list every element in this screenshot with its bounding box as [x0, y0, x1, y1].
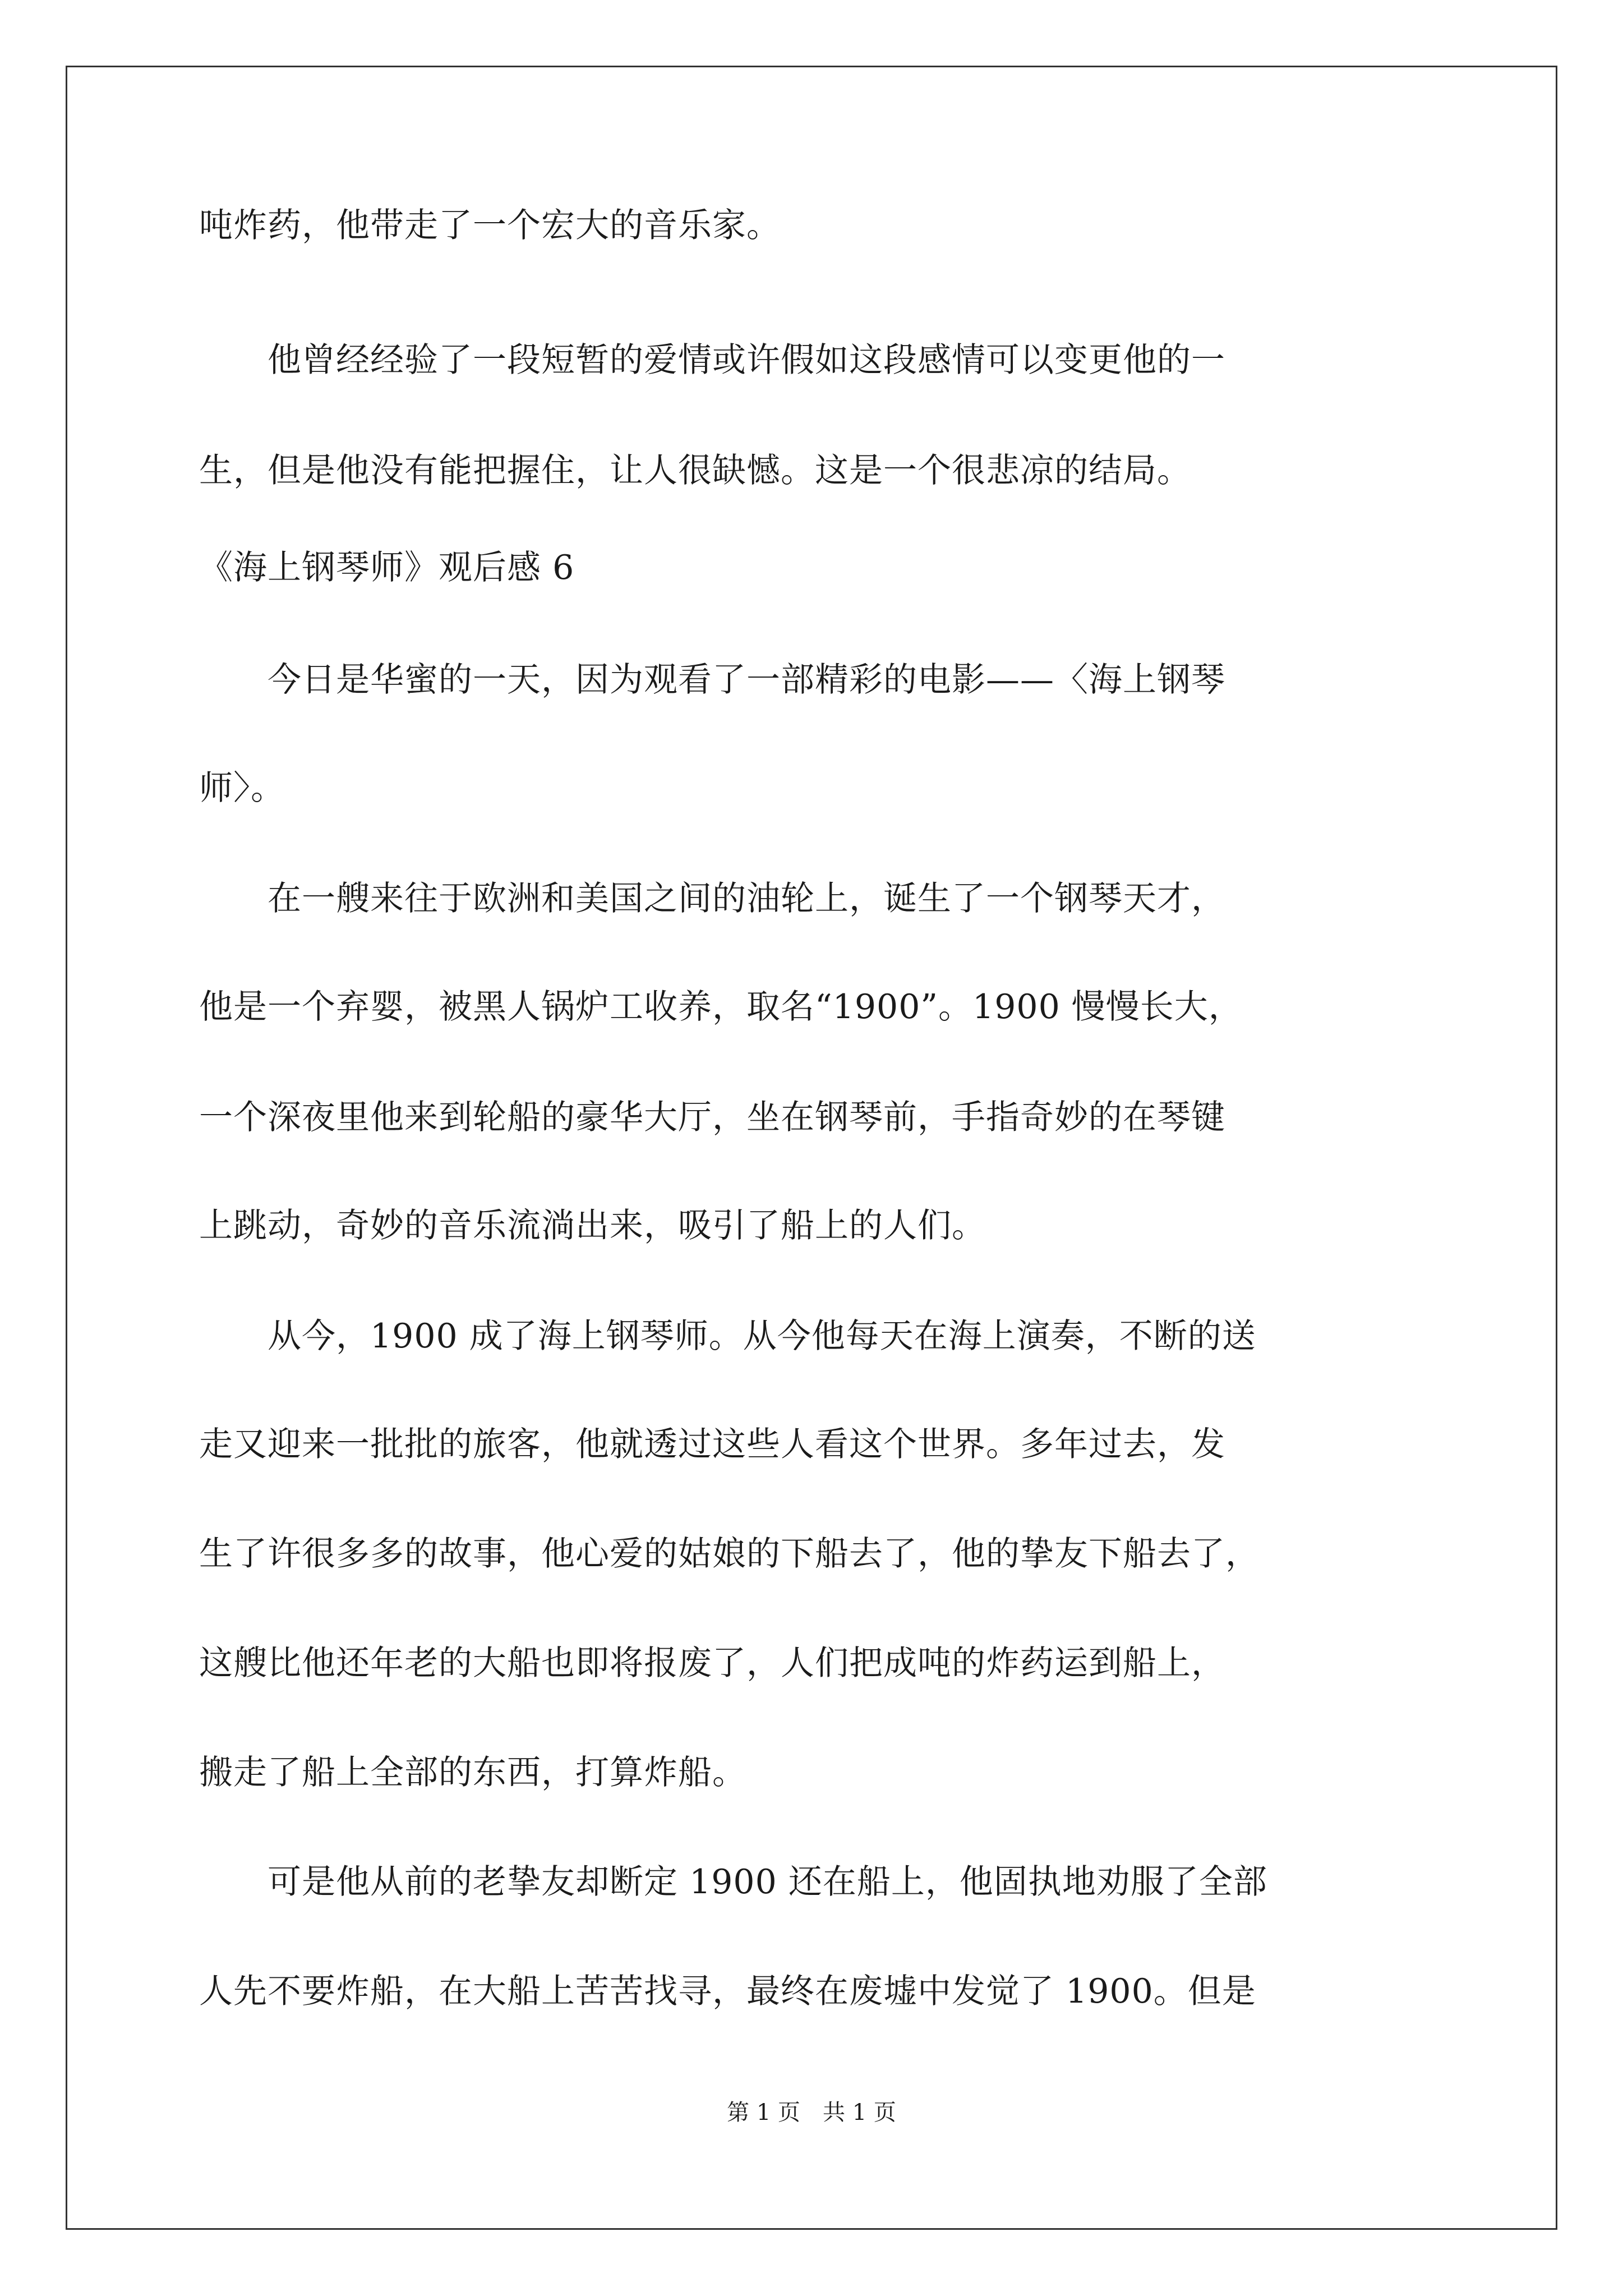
text-line: 搬走了船上全部的东西，打算炸船。 — [199, 1753, 746, 1792]
text-line: 生了许很多多的故事，他心爱的姑娘的下船去了，他的挚友下船去了， — [199, 1534, 1260, 1573]
text-line: 他是一个弃婴，被黑人锅炉工收养，取名“1900”。1900 慢慢长大， — [199, 987, 1243, 1027]
text-line: 这艘比他还年老的大船也即将报废了，人们把成吨的炸药运到船上， — [199, 1644, 1225, 1683]
text-line: 他曾经经验了一段短暂的爱情或许假如这段感情可以变更他的一 — [199, 341, 1225, 380]
section-heading: 《海上钢琴师》观后感 6 — [199, 548, 575, 587]
text-line: 走又迎来一批批的旅客，他就透过这些人看这个世界。多年过去，发 — [199, 1425, 1225, 1464]
text-line: 今日是华蜜的一天，因为观看了一部精彩的电影——〈海上钢琴 — [199, 660, 1225, 700]
page-footer: 第 1 页 共 1 页 — [727, 2100, 896, 2125]
page-border — [66, 66, 1557, 2230]
text-line: 在一艘来往于欧洲和美国之间的油轮上，诞生了一个钢琴天才， — [199, 879, 1225, 918]
text-line: 从今，1900 成了海上钢琴师。从今他每天在海上演奏，不断的送 — [199, 1317, 1256, 1356]
text-line: 吨炸药，他带走了一个宏大的音乐家。 — [199, 206, 781, 245]
text-line: 生，但是他没有能把握住，让人很缺憾。这是一个很悲凉的结局。 — [199, 451, 1191, 490]
text-line: 可是他从前的老挚友却断定 1900 还在船上，他固执地劝服了全部 — [199, 1862, 1267, 1902]
text-line: 上跳动，奇妙的音乐流淌出来，吸引了船上的人们。 — [199, 1206, 986, 1245]
text-line: 人先不要炸船，在大船上苦苦找寻，最终在废墟中发觉了 1900。但是 — [199, 1972, 1256, 2011]
text-line: 师〉。 — [199, 769, 285, 808]
text-line: 一个深夜里他来到轮船的豪华大厅，坐在钢琴前，手指奇妙的在琴键 — [199, 1098, 1225, 1137]
